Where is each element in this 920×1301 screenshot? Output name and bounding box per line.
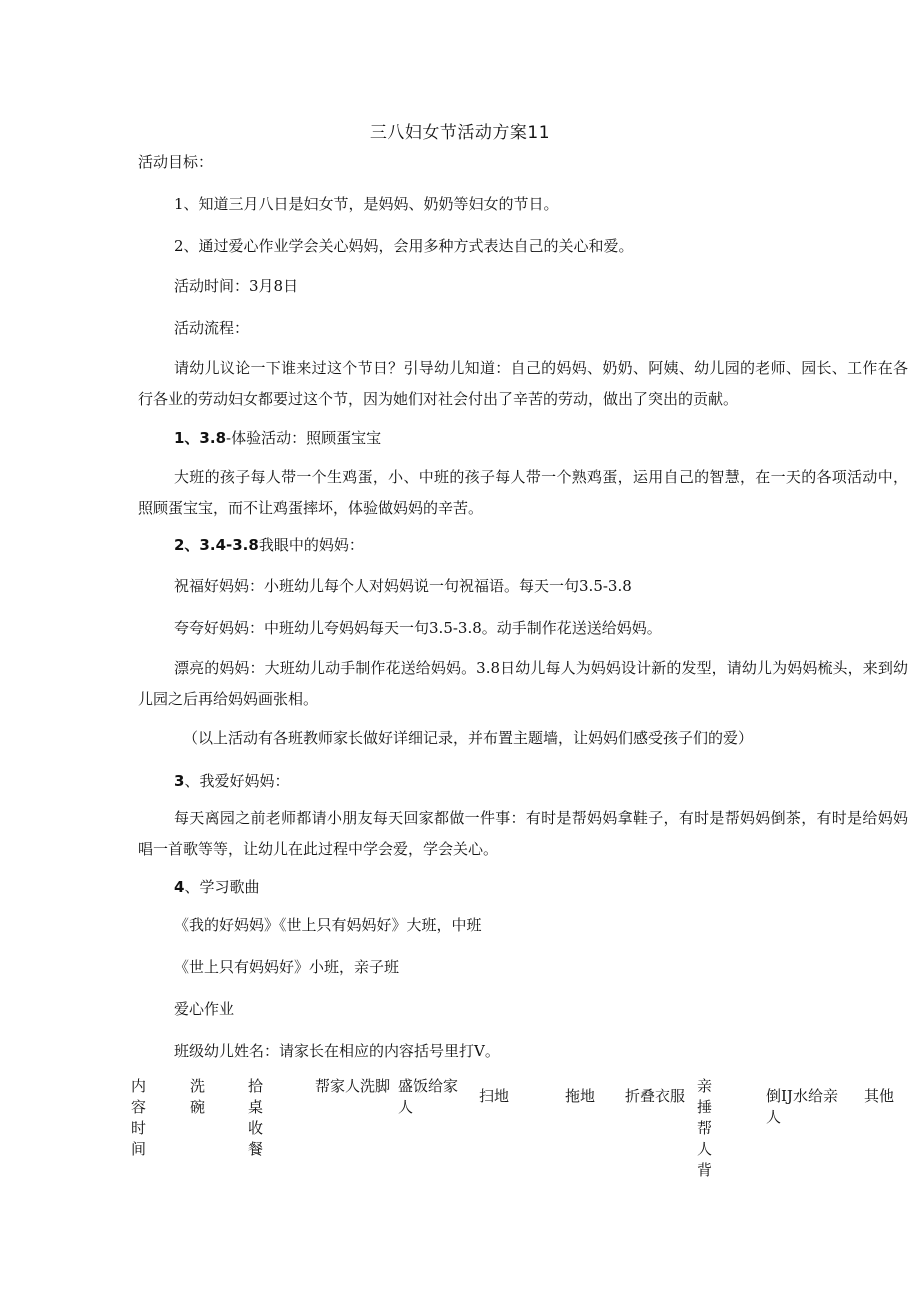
goal-heading: 活动目标： (138, 153, 214, 171)
table-header-fold-clothes: 折叠衣服 (625, 1087, 686, 1105)
table-header-content-time: 内容时间 (131, 1077, 147, 1158)
goal-item-2: 2、通过爱心作业学会关心妈妈，会用多种方式表达自己的关心和爱。 (174, 237, 634, 255)
table-header-other: 其他 (864, 1087, 895, 1105)
goal-item-1: 1、知道三月八日是妇女节，是妈妈、奶奶等妇女的节日。 (174, 195, 559, 213)
table-header-sweep: 扫地 (479, 1087, 510, 1105)
table-header-wash-feet: 帮家人洗脚 (315, 1077, 391, 1095)
table-header-mop: 拖地 (565, 1087, 596, 1105)
song-line-2: 《世上只有妈妈好》小班，亲子班 (174, 958, 400, 976)
section-2-line-2: 夸夸好妈妈：中班幼儿夸妈妈每天一句3.5-3.8。动手制作花送送给妈妈。 (174, 619, 662, 637)
section-3-title: 、我爱好妈妈： (184, 772, 290, 790)
table-header-wash-dishes: 洗碗 (190, 1077, 206, 1116)
section-2-number: 2、3.4-3.8 (174, 536, 259, 554)
activity-time: 活动时间：3月8日 (174, 277, 299, 295)
section-2-paragraph: 漂亮的妈妈：大班幼儿动手制作花送给妈妈。3.8日幼儿每人为妈妈设计新的发型，请幼儿为妈妈梳头，来到幼儿园之后再给妈妈画张相。 (138, 659, 908, 708)
section-2-title: 我眼中的妈妈： (258, 536, 364, 554)
section-3-paragraph: 每天离园之前老师都请小朋友每天回家都做一件事：有时是帮妈妈拿鞋子，有时是帮妈妈倒茶，有时是给妈妈唱一首歌等等，让幼儿在此过程中学会爱，学会关心。 (138, 809, 908, 858)
section-1-title: -体验活动：照顾蛋宝宝 (226, 429, 382, 447)
section-1-paragraph: 大班的孩子每人带一个生鸡蛋，小、中班的孩子每人带一个熟鸡蛋，运用自己的智慧，在一天的各项活动中，照顾蛋宝宝，而不让鸡蛋摔坏，体验做妈妈的辛苦。 (138, 468, 908, 517)
section-2-line-1: 祝福好妈妈：小班幼儿每个人对妈妈说一句祝福语。每天一句3.5-3.8 (174, 577, 632, 595)
section-2-heading (174, 535, 364, 555)
intro-paragraph: 请幼儿议论一下谁来过这个节日？引导幼儿知道：自己的妈妈、奶奶、阿姨、幼儿园的老师、园长、工作在各行各业的劳动妇女都要过这个节，因为她们对社会付出了辛苦的劳动，做出了突出的贡献。 (138, 359, 908, 408)
table-header-serve-rice: 盛饭给家人 (398, 1077, 459, 1116)
table-header-clear-table: 拾桌收餐 (248, 1077, 264, 1158)
document-title: 三八妇女节活动方案11 (369, 123, 551, 143)
homework-instruction: 班级幼儿姓名：请家长在相应的内容括号里打V。 (174, 1042, 500, 1060)
section-4-number: 4 (174, 878, 185, 896)
table-header-massage-back: 亲捶帮人背 (697, 1077, 713, 1179)
section-4-title: 、学习歌曲 (184, 878, 260, 896)
section-2-note: （以上活动有各班教师家长做好详细记录，并布置主题墙，让妈妈们感受孩子们的爱） (183, 729, 754, 747)
song-line-1: 《我的好妈妈》《世上只有妈妈好》大班，中班 (174, 916, 482, 934)
section-3-number: 3 (174, 772, 185, 790)
section-3-heading (174, 771, 289, 791)
table-header-pour-water: 倒IJ水给亲人 (766, 1087, 838, 1126)
section-4-heading (174, 877, 259, 897)
activity-process-label: 活动流程： (174, 319, 250, 337)
section-1-number: 1、3.8 (174, 429, 227, 447)
homework-label: 爱心作业 (174, 1000, 235, 1018)
section-1-heading (174, 428, 381, 448)
